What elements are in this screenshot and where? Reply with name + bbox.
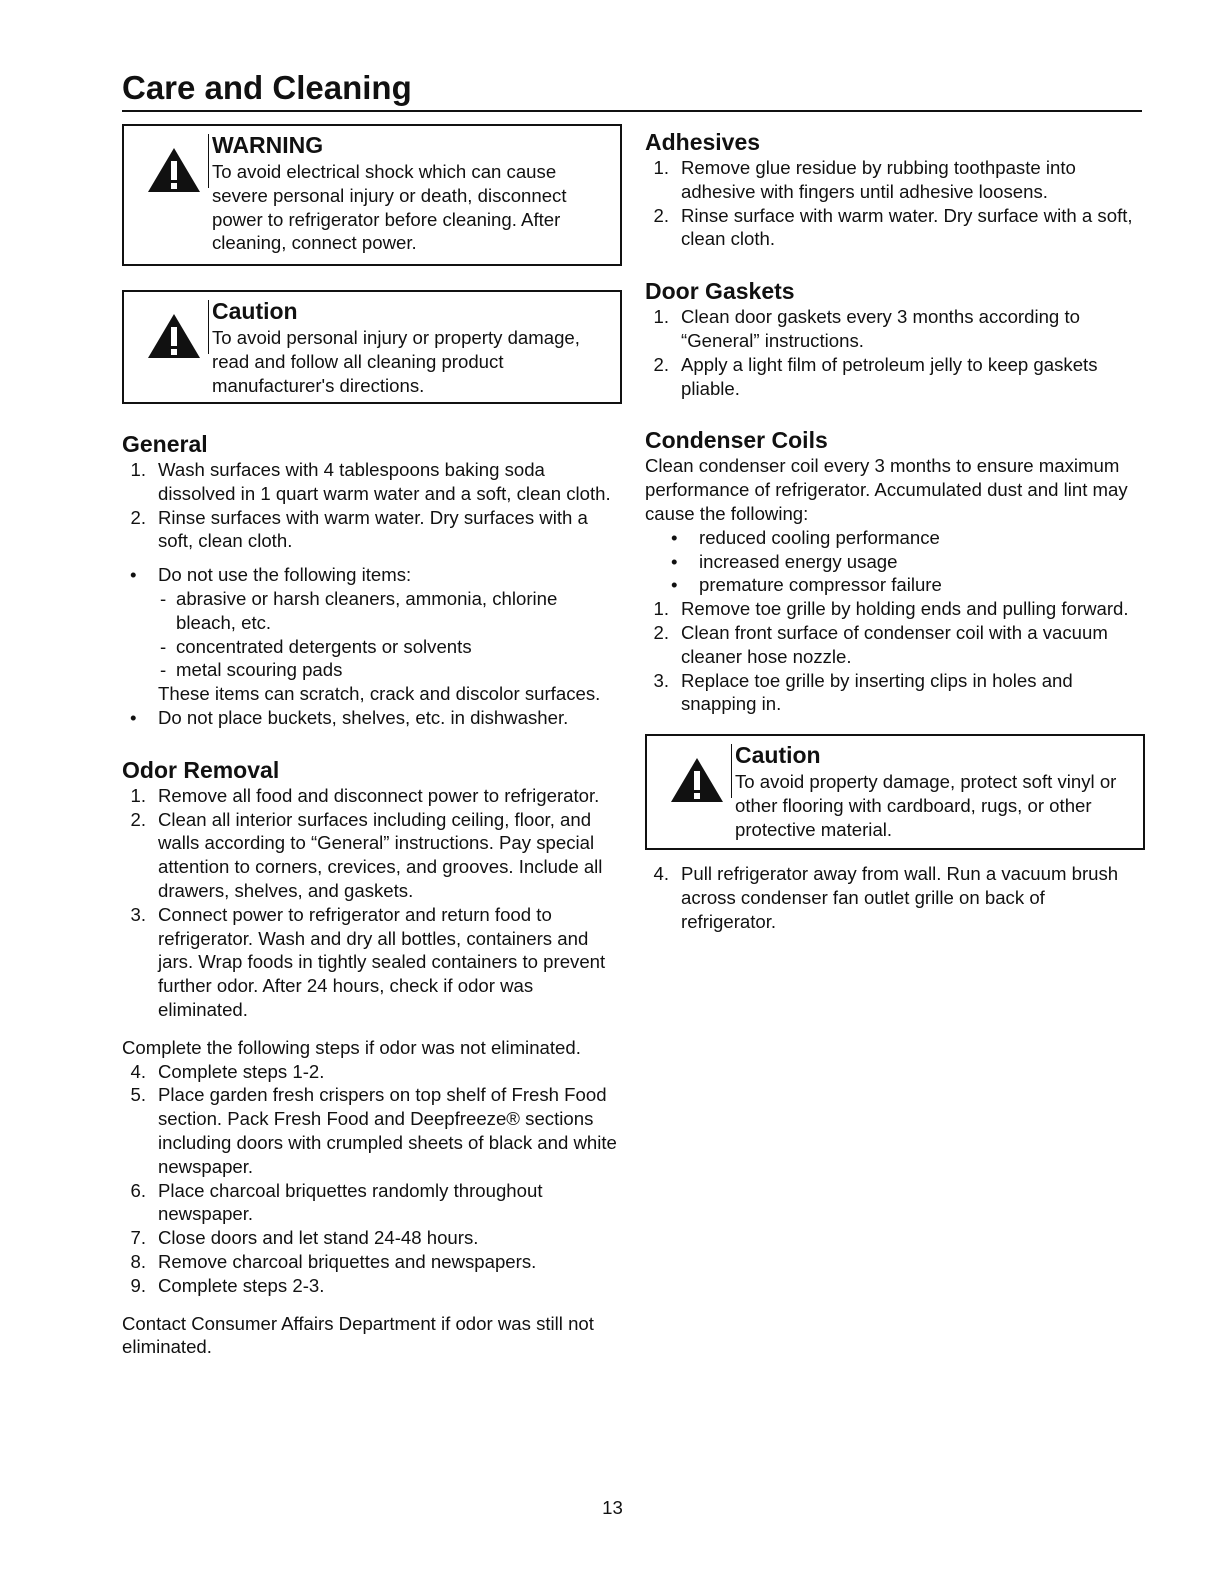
coils-steps: [645, 597, 1145, 716]
list-item: 6. Place charcoal briquettes randomly throughout newspaper.: [130, 1179, 543, 1225]
warning-title: WARNING: [212, 132, 324, 158]
adhesives-steps: [645, 156, 1145, 251]
list-item: 3. Replace toe grille by inserting clips in holes and snapping in.: [653, 669, 1073, 715]
left-column: [122, 124, 622, 1359]
odor-intro-b: Complete the following steps if odor was not eliminated.: [122, 1036, 581, 1058]
warning-body: To avoid electrical shock which can cause severe personal injury or death, disconnect power to refrigerator before cleaning. After cleaning, connect power.: [212, 161, 567, 254]
list-item: 1. Clean door gaskets every 3 months according to “General” instructions.: [653, 306, 1080, 351]
list-item: 2. Rinse surfaces with warm water. Dry surfaces with a soft, clean cloth.: [130, 506, 588, 552]
list-item: 2. Apply a light film of petroleum jelly to keep gaskets pliable.: [653, 353, 1098, 399]
list-item: 9. Complete steps 2-3.: [130, 1274, 325, 1296]
general-steps: [122, 458, 622, 553]
page-title: Care and Cleaning: [122, 66, 1142, 112]
adhesives-heading: Adhesives: [645, 129, 761, 155]
odor-closing: Contact Consumer Affairs Department if odor was still not eliminated.: [122, 1312, 594, 1358]
list-item: - abrasive or harsh cleaners, ammonia, chlorine bleach, etc.: [160, 587, 558, 633]
list-item: 4. Pull refrigerator away from wall. Run a vacuum brush across condenser fan outlet grille on back of refrigerator.: [653, 863, 1119, 932]
coils-heading: Condenser Coils: [645, 427, 828, 454]
list-item: 1. Remove toe grille by holding ends and pulling forward.: [653, 598, 1129, 620]
list-item: 4. Complete steps 1-2.: [130, 1060, 325, 1082]
list-item: 5. Place garden fresh crispers on top shelf of Fresh Food section. Pack Fresh Food and Deepfreeze® sections including doors with crumpled sheets of black and white newspaper.: [130, 1084, 617, 1177]
caution-divider: [731, 744, 732, 798]
caution-divider: [208, 300, 209, 354]
list-item: 2. Clean front surface of condenser coil with a vacuum cleaner hose nozzle.: [653, 621, 1108, 667]
caution-triangle-icon: [669, 756, 725, 804]
page-number: 13: [602, 1497, 623, 1518]
list-item: • increased energy usage: [671, 550, 898, 572]
general-bullets: [122, 563, 622, 730]
list-item: 8. Remove charcoal briquettes and newspapers.: [130, 1250, 537, 1272]
caution-box-cleaning: [122, 290, 622, 404]
caution-box-flooring: [645, 734, 1145, 850]
caution-title: Caution: [212, 298, 298, 324]
list-item: 2. Rinse surface with warm water. Dry surface with a soft, clean cloth.: [653, 204, 1133, 250]
general-note: These items can scratch, crack and discolor surfaces.: [158, 683, 601, 705]
caution-body: To avoid personal injury or property damage, read and follow all cleaning product manufacturer's directions.: [212, 327, 580, 396]
warning-box: [122, 124, 622, 266]
caution-body: To avoid property damage, protect soft vinyl or other flooring with cardboard, rugs, or other protective material.: [735, 771, 1117, 840]
warning-triangle-icon: [146, 146, 202, 194]
list-item: • premature compressor failure: [671, 574, 942, 596]
odor-steps-a: [122, 784, 622, 1022]
list-item: • Do not place buckets, shelves, etc. in dishwasher.: [130, 706, 569, 728]
caution-title: Caution: [735, 742, 821, 769]
list-item: 1. Remove glue residue by rubbing toothpaste into adhesive with fingers until adhesive loosens.: [653, 157, 1076, 202]
gaskets-heading: Door Gaskets: [645, 278, 795, 305]
odor-heading: Odor Removal: [122, 756, 280, 783]
list-item: 3. Connect power to refrigerator and return food to refrigerator. Wash and dry all bottles, containers and jars. Wrap foods in tightly sealed containers to prevent further odor. After 24 hours, check if odor was eliminated.: [130, 903, 606, 1020]
coils-intro: Clean condenser coil every 3 months to ensure maximum performance of refrigerator. Accumulated dust and lint may cause the following:: [645, 455, 1128, 524]
coils-step-4: [645, 862, 1145, 933]
odor-steps-b: [122, 1060, 622, 1298]
caution-triangle-icon: [146, 312, 202, 360]
list-item: 7. Close doors and let stand 24-48 hours.: [130, 1227, 479, 1249]
list-item: 1. Wash surfaces with 4 tablespoons baking soda dissolved in 1 quart warm water and a soft, clean cloth.: [130, 459, 611, 504]
list-item: 1. Remove all food and disconnect power to refrigerator.: [130, 784, 600, 806]
list-item: - metal scouring pads: [160, 659, 343, 681]
list-item: • reduced cooling performance: [671, 526, 940, 548]
list-item: 2. Clean all interior surfaces including ceiling, floor, and walls according to “General” instructions. Pay special attention to corners, crevices, and grooves. Include all drawers, shelves, and gaskets.: [130, 808, 603, 901]
general-heading: General: [122, 431, 208, 457]
list-item: • Do not use the following items:: [130, 564, 412, 586]
gaskets-steps: [645, 305, 1145, 400]
warning-divider: [208, 134, 209, 188]
coils-bullets: [645, 526, 1145, 597]
list-item: - concentrated detergents or solvents: [160, 635, 472, 657]
right-column: [645, 124, 1145, 934]
